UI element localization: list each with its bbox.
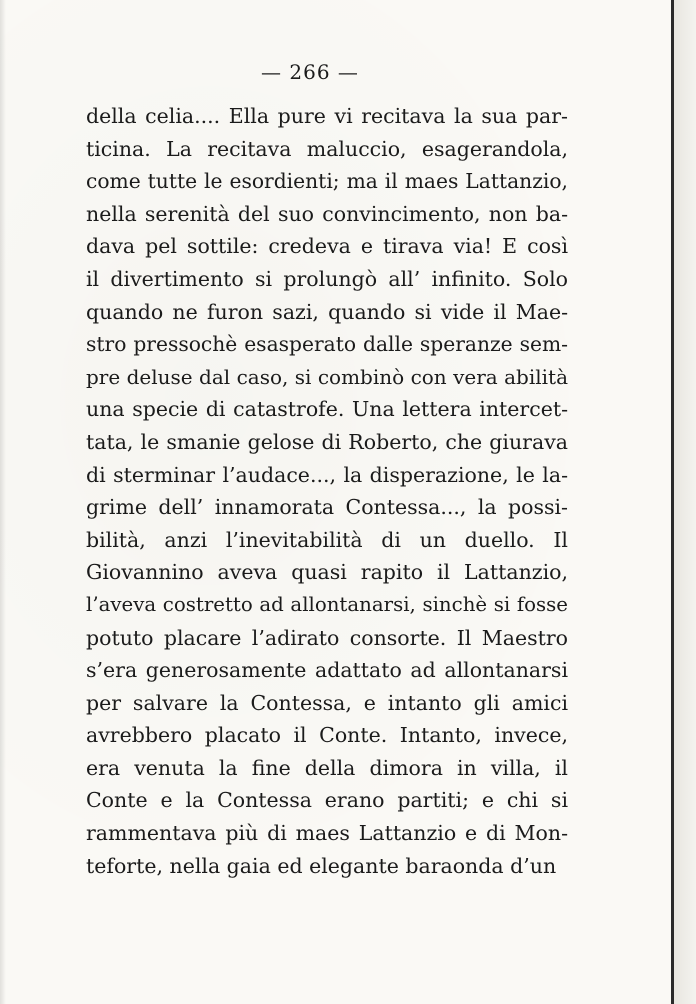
text-line-23: rammentava più di maes Lattanzio e di Mon- xyxy=(86,821,568,846)
text-line-4: nella serenità del suo convincimento, non ba- xyxy=(86,201,568,226)
text-line-8: stro pressochè esasperato dalle speranze sem- xyxy=(86,332,568,357)
page-left-edge-shadow xyxy=(0,0,6,1004)
text-line-21: era venuta la fine della dimora in villa, il xyxy=(86,755,568,780)
body-text xyxy=(86,100,568,882)
text-line-3: come tutte le esordienti; ma il maes Lattanzio, xyxy=(86,169,568,194)
text-line-20: avrebbero placato il Conte. Intanto, invece, xyxy=(86,723,568,748)
text-line-15: Giovannino aveva quasi rapito il Lattanzio, xyxy=(86,560,568,585)
text-line-2: ticina. La recitava maluccio, esagerandola, xyxy=(86,136,568,161)
text-line-12: di sterminar l’audace..., la disperazione, le la- xyxy=(86,462,568,487)
text-line-19: per salvare la Contessa, e intanto gli amici xyxy=(86,690,568,715)
page-spine-shade xyxy=(674,0,696,1004)
text-line-1: della celia.... Ella pure vi recitava la sua par- xyxy=(86,104,568,128)
text-line-22: Conte e la Contessa erano partiti; e chi si xyxy=(86,788,568,813)
text-line-16: l’aveva costretto ad allontanarsi, sinchè si fosse xyxy=(86,592,568,616)
text-line-14: bilità, anzi l’inevitabilità di un duello. Il xyxy=(86,527,568,552)
text-line-5: dava pel sottile: credeva e tirava via! E così xyxy=(86,234,568,259)
text-line-24: teforte, nella gaia ed elegante baraonda d’un xyxy=(86,853,557,878)
page-number: — 266 — xyxy=(261,60,359,84)
text-line-10: una specie di catastrofe. Una lettera intercet- xyxy=(86,397,568,422)
text-line-6: il divertimento si prolungò all’ infinito. Solo xyxy=(86,266,568,291)
text-line-17: potuto placare l’adirato consorte. Il Maestro xyxy=(86,625,568,650)
text-line-7: quando ne furon sazi, quando si vide il Mae- xyxy=(86,299,568,324)
page-spine-line xyxy=(671,0,674,1004)
text-line-18: s’era generosamente adattato ad allontanarsi xyxy=(86,658,568,683)
text-line-13: grime dell’ innamorata Contessa..., la possi- xyxy=(86,495,568,520)
text-line-11: tata, le smanie gelose di Roberto, che giurava xyxy=(86,429,568,454)
text-line-9: pre deluse dal caso, si combinò con vera abilità xyxy=(86,364,568,389)
